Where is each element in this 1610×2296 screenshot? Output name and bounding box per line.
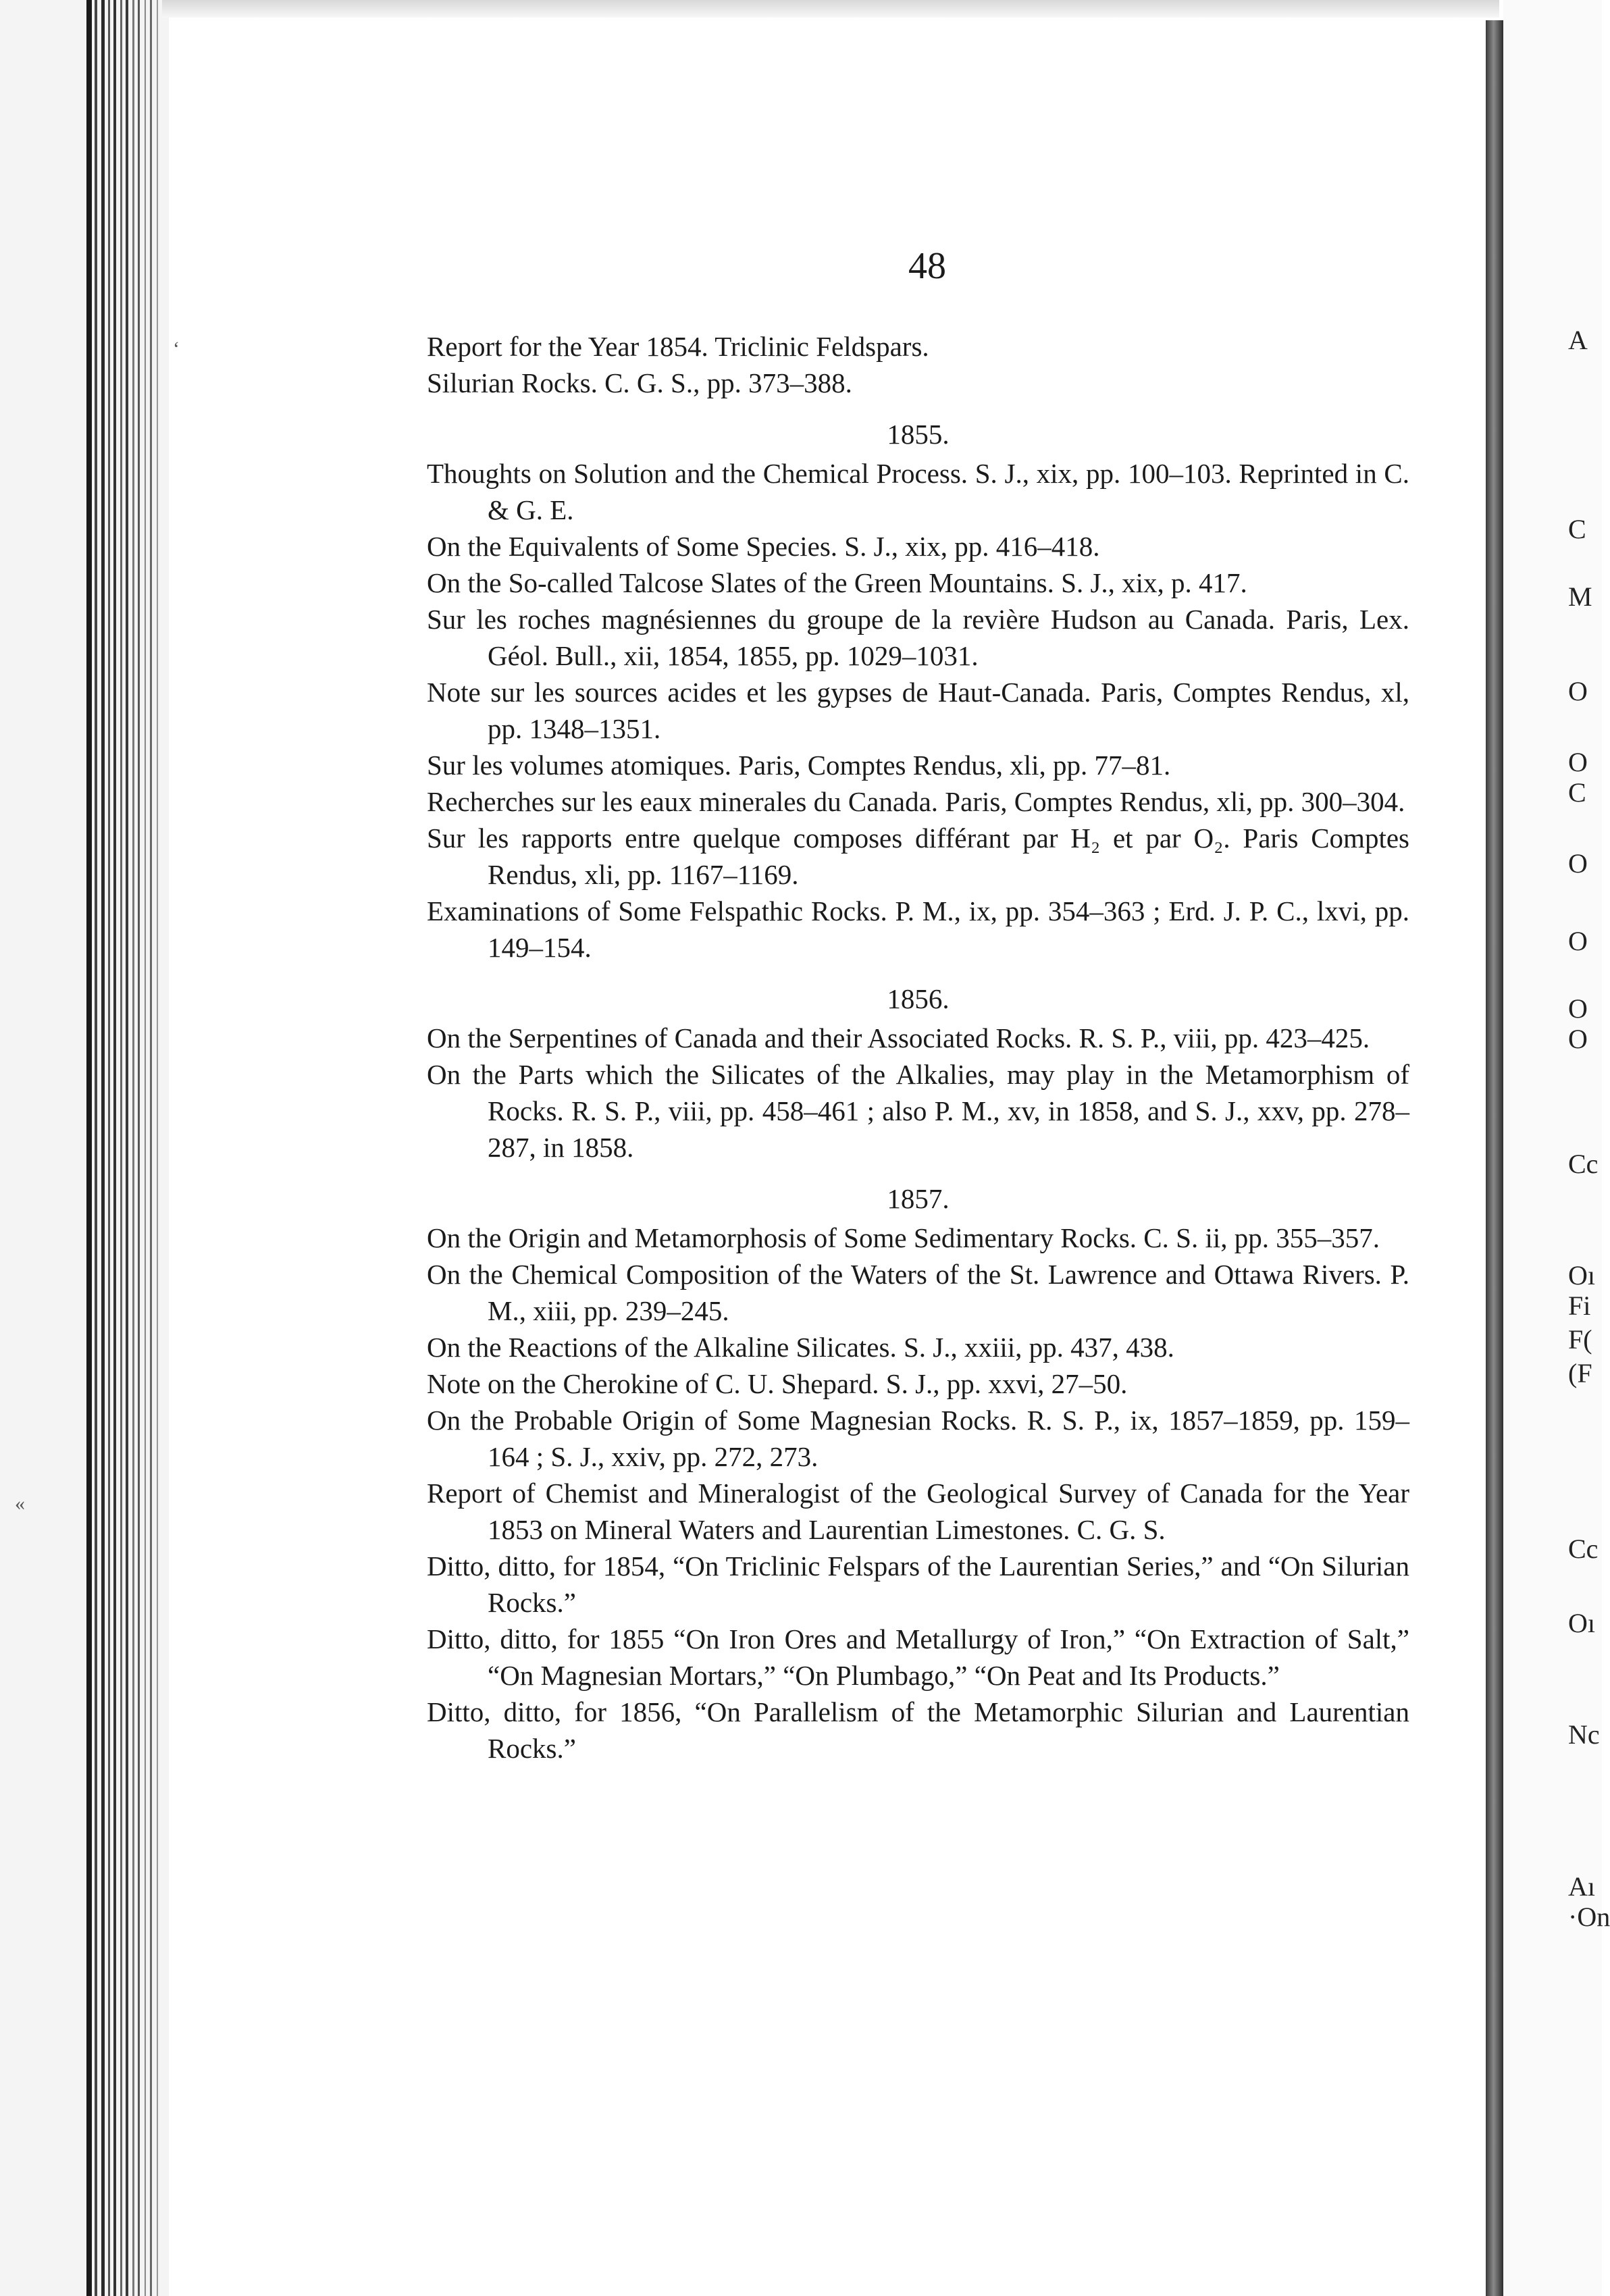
- bibliography-entry: Note on the Cherokine of C. U. Shepard. S. J., pp. xxvi, 27–50.: [427, 1368, 1128, 1399]
- next-page-fragment: Fi: [1568, 1290, 1591, 1321]
- page-number: 48: [908, 245, 946, 287]
- bibliography-entry: Ditto, ditto, for 1855 “On Iron Ores and Metallurgy of Iron,” “On Extraction of Salt,” “On Magnesian Mortars,” “On Plumbago,” “On Peat and Its Products.”: [427, 1623, 1409, 1691]
- next-page-fragment: O: [1568, 747, 1588, 777]
- next-page-fragment: Cc: [1568, 1534, 1599, 1564]
- next-page-fragment: O: [1568, 993, 1588, 1024]
- bibliography-entry: Sur les rapports entre quelque composes différant par H₂ et par O₂. Paris Comptes Rendus, xli, pp. 1167–1169.: [427, 823, 1409, 890]
- next-page-fragment: M: [1568, 581, 1592, 612]
- bibliography-entry: Ditto, ditto, for 1856, “On Parallelism of the Metamorphic Silurian and Laurentian Rocks.”: [427, 1696, 1409, 1764]
- bibliography-entry: Sur les volumes atomiques. Paris, Comptes Rendus, xli, pp. 77–81.: [427, 750, 1171, 781]
- next-page-fragment: Cc: [1568, 1149, 1599, 1179]
- margin-mark: «: [15, 1492, 25, 1515]
- bibliography-entry: Examinations of Some Felspathic Rocks. P. M., ix, pp. 354–363 ; Erd. J. P. C., lxvi, pp. 149–154.: [427, 895, 1409, 963]
- bibliography-entry: Silurian Rocks. C. G. S., pp. 373–388.: [427, 367, 852, 398]
- bibliography-list: [427, 328, 1409, 1767]
- bibliography-entry: On the So-called Talcose Slates of the Green Mountains. S. J., xix, p. 417.: [427, 567, 1247, 598]
- next-page-fragment: C: [1568, 777, 1586, 808]
- bibliography-entry: On the Reactions of the Alkaline Silicates. S. J., xxiii, pp. 437, 438.: [427, 1332, 1174, 1363]
- book-page-edges: [0, 0, 169, 2296]
- bibliography-entry: On the Chemical Composition of the Waters of the St. Lawrence and Ottawa Rivers. P. M., xiii, pp. 239–245.: [427, 1259, 1409, 1326]
- next-page-fragment: Oı: [1568, 1608, 1595, 1638]
- next-page-fragment: O: [1568, 676, 1588, 706]
- next-page-fragment: Aı: [1568, 1871, 1595, 1902]
- next-page-fragment: (F: [1568, 1358, 1592, 1388]
- next-page-fragment: Nc: [1568, 1719, 1600, 1750]
- bibliography-entry: Report of Chemist and Mineralogist of the Geological Survey of Canada for the Year 1853 on Mineral Waters and Laurentian Limestones. C. G. S.: [427, 1478, 1409, 1545]
- bibliography-entry: Report for the Year 1854. Triclinic Feldspars.: [427, 331, 929, 362]
- next-page-fragment: ·On: [1568, 1902, 1610, 1932]
- bibliography-entry: Recherches sur les eaux minerales du Canada. Paris, Comptes Rendus, xli, pp. 300–304.: [427, 786, 1405, 817]
- next-page-fragment: O: [1568, 926, 1588, 956]
- next-page-fragment: O: [1568, 1024, 1588, 1054]
- bibliography-entry: On the Parts which the Silicates of the Alkalies, may play in the Metamorphism of Rocks. R. S. P., viii, pp. 458–461 ; also P. M., xv, in 1858, and S. J., xxv, pp. 278–287, in 1858.: [427, 1059, 1409, 1163]
- next-page-fragment: O: [1568, 848, 1588, 879]
- bibliography-entry: Thoughts on Solution and the Chemical Process. S. J., xix, pp. 100–103. Reprinted in C. & G. E.: [427, 458, 1409, 525]
- bibliography-entry: On the Probable Origin of Some Magnesian Rocks. R. S. P., ix, 1857–1859, pp. 159–164 ; S. J., xxiv, pp. 272, 273.: [427, 1405, 1409, 1472]
- top-edge-band: [162, 0, 1499, 18]
- next-page-edge: [1503, 0, 1610, 2296]
- bibliography-entry: Ditto, ditto, for 1854, “On Triclinic Felspars of the Laurentian Series,” and “On Silurian Rocks.”: [427, 1550, 1409, 1618]
- next-page-fragment: Oı: [1568, 1260, 1595, 1290]
- year-heading: 1857.: [887, 1183, 950, 1214]
- bibliography-entry: Sur les roches magnésiennes du groupe de la revière Hudson au Canada. Paris, Lex. Géol. Bull., xii, 1854, 1855, pp. 1029–1031.: [427, 604, 1409, 671]
- year-heading: 1856.: [887, 983, 950, 1014]
- next-page-fragment: C: [1568, 514, 1586, 544]
- next-page-fragment: F(: [1568, 1324, 1592, 1355]
- bibliography-entry: Note sur les sources acides et les gypses de Haut-Canada. Paris, Comptes Rendus, xl, pp. 1348–1351.: [427, 677, 1409, 744]
- page-gutter: [1486, 20, 1503, 2296]
- margin-mark: ‘: [173, 338, 180, 360]
- bibliography-entry: On the Origin and Metamorphosis of Some Sedimentary Rocks. C. S. ii, pp. 355–357.: [427, 1222, 1380, 1253]
- year-heading: 1855.: [887, 419, 950, 450]
- next-page-fragment: A: [1568, 325, 1588, 355]
- bibliography-entry: On the Equivalents of Some Species. S. J., xix, pp. 416–418.: [427, 531, 1100, 562]
- bibliography-entry: On the Serpentines of Canada and their Associated Rocks. R. S. P., viii, pp. 423–425.: [427, 1022, 1370, 1053]
